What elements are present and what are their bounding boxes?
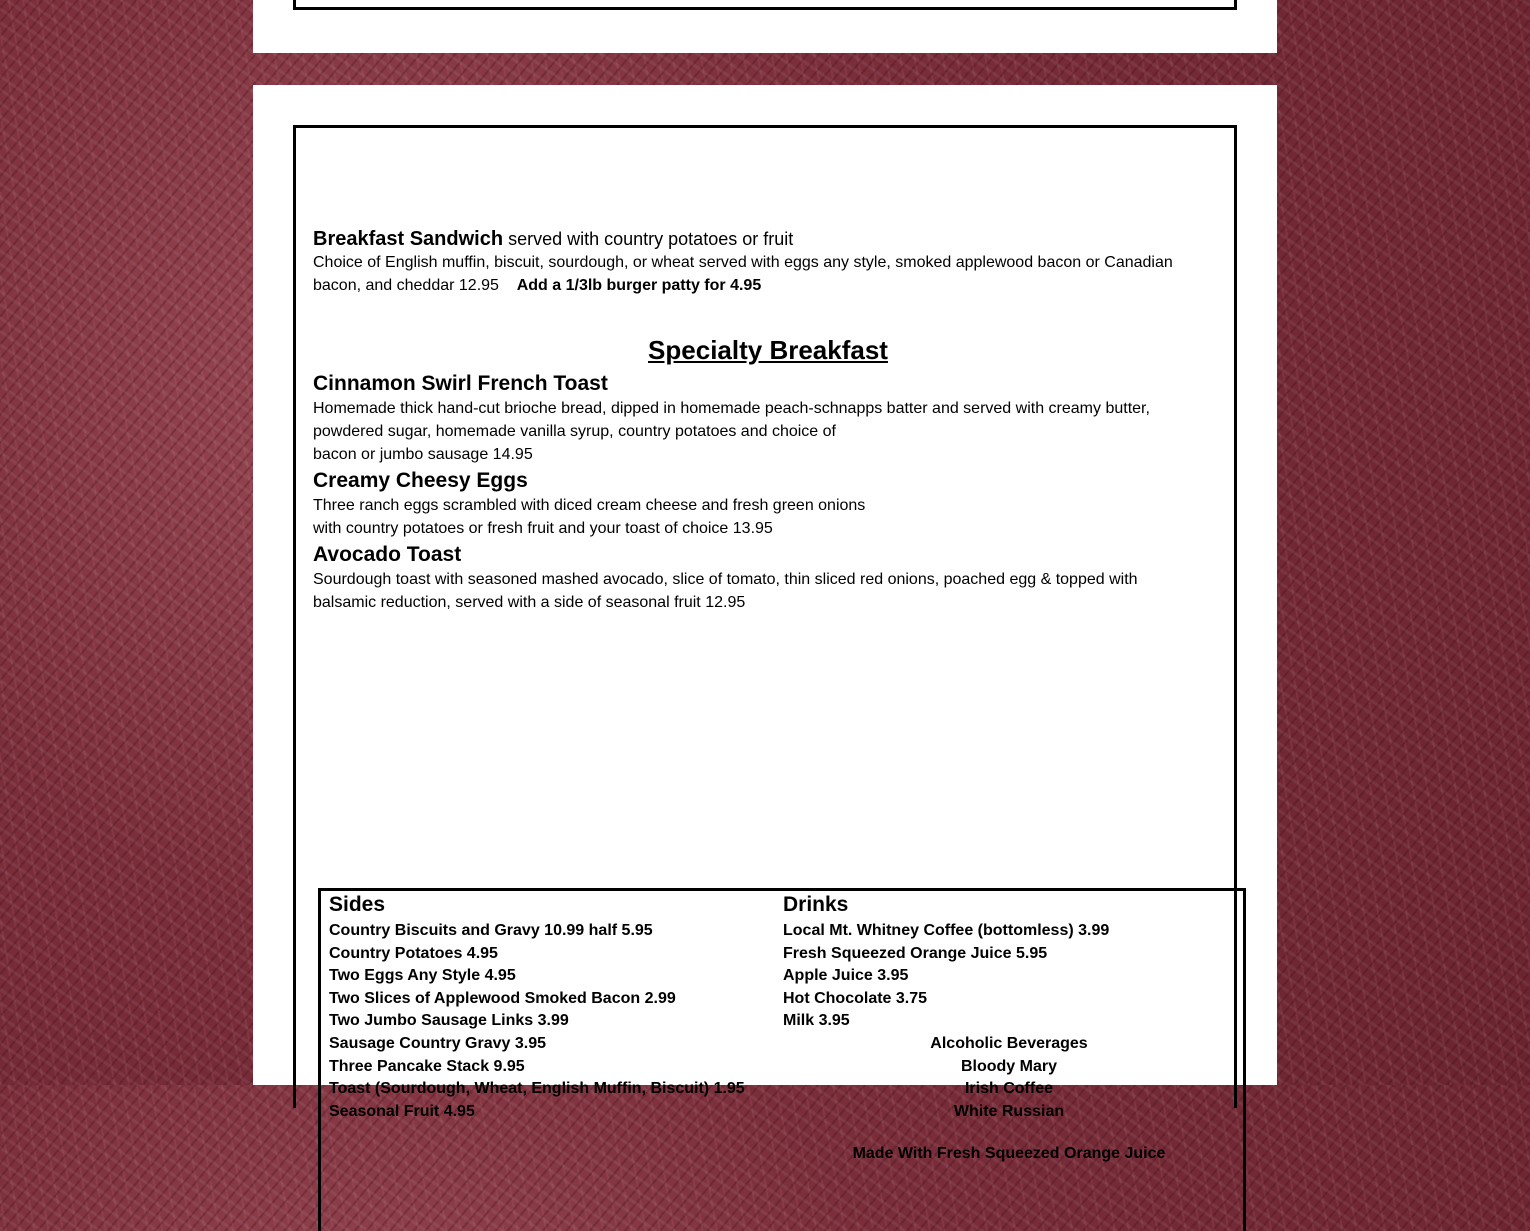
drinks-column bbox=[775, 891, 1243, 1231]
side-item: Sausage Country Gravy 3.95 bbox=[329, 1034, 546, 1052]
description-line: Sourdough toast with seasoned mashed avocado, slice of tomato, thin sliced red onions, poached egg & topped with bbox=[313, 571, 1138, 588]
drink-item: Local Mt. Whitney Coffee (bottomless) 3.99 bbox=[783, 922, 1110, 939]
drink-item: Hot Chocolate 3.75 bbox=[783, 989, 928, 1007]
menu-frame-top bbox=[293, 0, 1237, 10]
alcoholic-beverages bbox=[783, 1033, 1235, 1123]
drinks-title: Drinks bbox=[783, 893, 849, 916]
side-item: Two Jumbo Sausage Links 3.99 bbox=[329, 1012, 569, 1030]
breakfast-sandwich-description bbox=[313, 251, 1223, 297]
side-item: Two Slices of Applewood Smoked Bacon 2.99 bbox=[329, 989, 676, 1007]
menu-item-name: Avocado Toast bbox=[313, 543, 462, 566]
menu-item-description bbox=[313, 568, 1223, 614]
menu-item-name: Cinnamon Swirl French Toast bbox=[313, 372, 608, 395]
side-item: Country Biscuits and Gravy 10.99 half 5.95 bbox=[329, 922, 653, 939]
menu-page-top bbox=[253, 0, 1277, 53]
breakfast-sandwich-text: Choice of English muffin, biscuit, sourdough, or wheat served with eggs any style, smoked applewood bacon or Canadian bacon, and cheddar 12.95 bbox=[313, 254, 1173, 294]
side-item: Toast (Sourdough, Wheat, English Muffin, Biscuit) 1.95 bbox=[329, 1080, 745, 1098]
menu-content bbox=[313, 228, 1223, 1163]
alcoholic-item: Irish Coffee bbox=[964, 1080, 1053, 1098]
drink-item: Apple Juice 3.95 bbox=[783, 967, 909, 985]
alcoholic-item: Bloody Mary bbox=[960, 1057, 1057, 1075]
description-line: with country potatoes or fresh fruit and your toast of choice 13.95 bbox=[313, 520, 773, 537]
menu-item-description bbox=[313, 494, 1223, 540]
side-item: Seasonal Fruit 4.95 bbox=[329, 1102, 475, 1120]
breakfast-sandwich-subtitle: served with country potatoes or fruit bbox=[508, 229, 794, 249]
description-line: powdered sugar, homemade vanilla syrup, country potatoes and choice of bbox=[313, 423, 836, 440]
menu-item-description bbox=[313, 397, 1223, 466]
sides-drinks-box bbox=[318, 888, 1246, 1231]
sides-column bbox=[321, 891, 775, 1231]
sides-title: Sides bbox=[329, 893, 386, 916]
description-line: Three ranch eggs scrambled with diced cream cheese and fresh green onions bbox=[313, 497, 866, 514]
menu-item-name: Creamy Cheesy Eggs bbox=[313, 469, 528, 492]
drink-item: Milk 3.95 bbox=[783, 1012, 850, 1030]
orange-juice-note: Made With Fresh Squeezed Orange Juice bbox=[852, 1145, 1166, 1163]
menu-page bbox=[253, 85, 1277, 1163]
specialty-breakfast-title: Specialty Breakfast bbox=[648, 335, 888, 365]
breakfast-sandwich-addon: Add a 1/3lb burger patty for 4.95 bbox=[516, 277, 762, 294]
breakfast-sandwich-name: Breakfast Sandwich bbox=[313, 228, 504, 250]
side-item: Country Potatoes 4.95 bbox=[329, 944, 498, 962]
side-item: Three Pancake Stack 9.95 bbox=[329, 1057, 525, 1075]
side-item: Two Eggs Any Style 4.95 bbox=[329, 967, 516, 985]
description-line: Homemade thick hand-cut brioche bread, dipped in homemade peach-schnapps batter and served with creamy butter, bbox=[313, 400, 1150, 417]
description-line: balsamic reduction, served with a side of seasonal fruit 12.95 bbox=[313, 594, 746, 611]
breakfast-sandwich-header bbox=[313, 228, 1223, 251]
drink-item: Fresh Squeezed Orange Juice 5.95 bbox=[783, 944, 1048, 962]
alcoholic-item: White Russian bbox=[953, 1102, 1065, 1120]
alcoholic-beverages-title: Alcoholic Beverages bbox=[930, 1034, 1088, 1052]
menu-frame bbox=[293, 125, 1237, 1163]
description-line: bacon or jumbo sausage 14.95 bbox=[313, 446, 533, 463]
